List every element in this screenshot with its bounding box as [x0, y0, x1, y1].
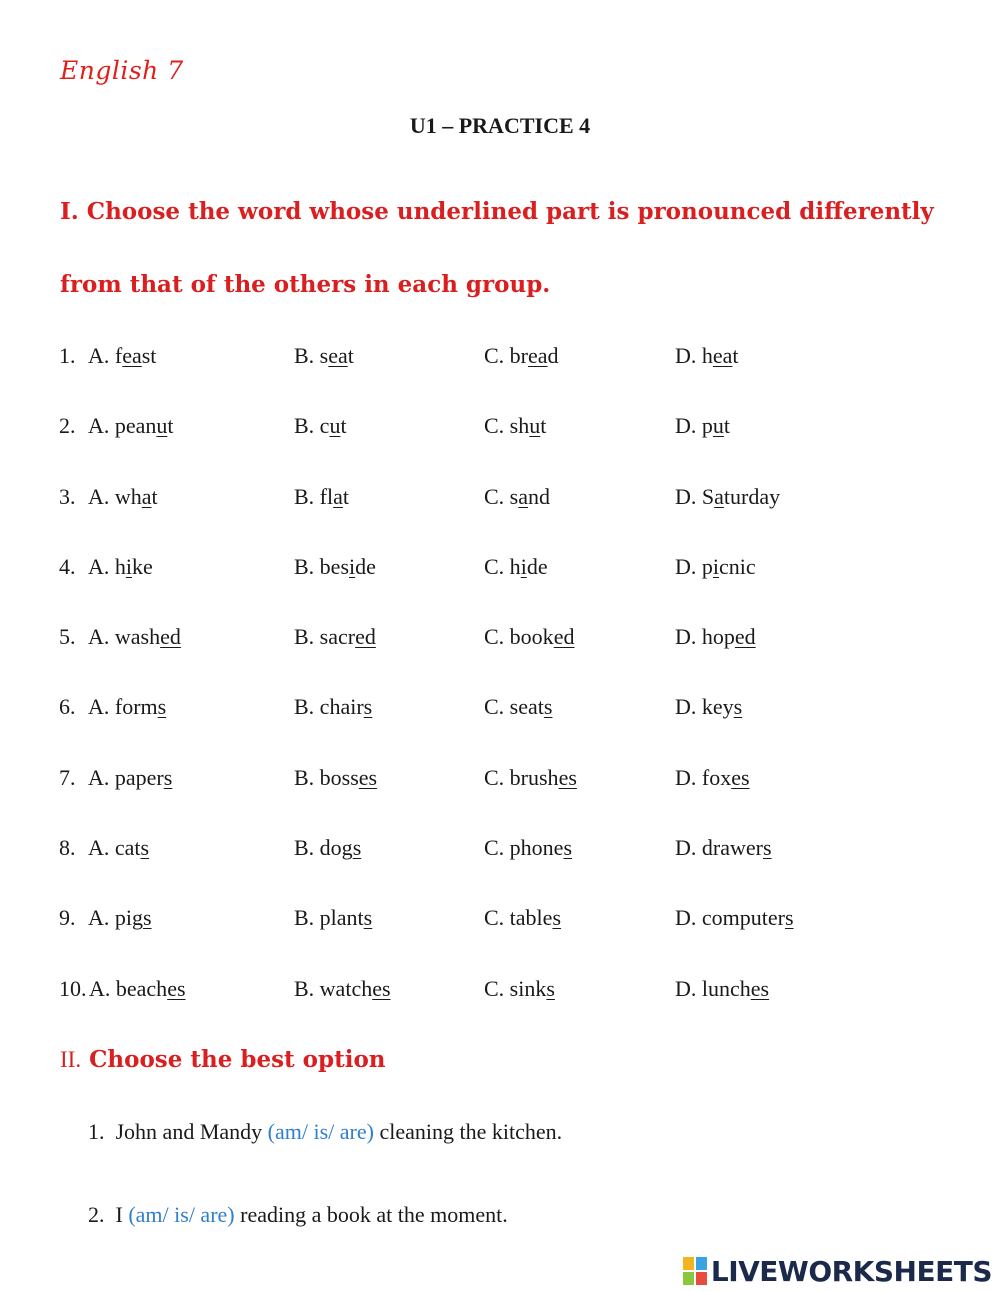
option-text: A. pean — [88, 413, 157, 438]
question-text: cleaning the kitchen. — [373, 1119, 563, 1144]
option-text: t — [151, 484, 158, 509]
answer-option[interactable] — [675, 624, 756, 650]
question-row — [0, 343, 1000, 373]
option-text: C. phone — [484, 835, 564, 860]
answer-option[interactable] — [675, 413, 730, 439]
logo-square — [683, 1272, 694, 1285]
question-number: 3. — [59, 484, 76, 509]
option-text: t — [732, 343, 739, 368]
option-text: D. key — [675, 694, 734, 719]
question-number: 8. — [59, 835, 76, 860]
underlined-part: i — [125, 554, 133, 579]
option-text: B. plant — [294, 905, 364, 930]
option-text: B. sacr — [294, 624, 356, 649]
answer-option[interactable] — [88, 624, 181, 650]
option-text: t — [340, 413, 347, 438]
underlined-part: s — [762, 835, 772, 860]
answer-option[interactable] — [675, 484, 780, 510]
underlined-part: s — [552, 905, 561, 930]
underlined-part: s — [352, 835, 362, 860]
answer-option[interactable] — [484, 413, 546, 439]
option-text: C. table — [484, 905, 553, 930]
section-2-number: II. — [60, 1047, 82, 1072]
answer-option[interactable] — [294, 694, 372, 720]
answer-option[interactable] — [484, 835, 572, 861]
option-text: D. p — [675, 554, 713, 579]
option-text: A. pig — [88, 905, 143, 930]
answer-option[interactable] — [675, 765, 750, 791]
answer-option[interactable] — [294, 413, 347, 439]
answer-option[interactable] — [675, 905, 794, 931]
answer-option[interactable] — [294, 554, 376, 580]
option-text: D. drawer — [675, 835, 763, 860]
choice-options[interactable]: (am/ is/ are) — [267, 1119, 374, 1144]
answer-option[interactable] — [484, 484, 550, 510]
underlined-part: es — [167, 976, 186, 1001]
option-text: C. br — [484, 343, 528, 368]
question-text: reading a book at the moment. — [234, 1202, 508, 1227]
underlined-part: s — [363, 694, 373, 719]
logo-square — [683, 1257, 694, 1270]
underlined-part: i — [349, 554, 356, 579]
answer-option[interactable] — [88, 413, 174, 439]
option-text: de — [526, 554, 548, 579]
option-text: ke — [132, 554, 153, 579]
answer-option[interactable] — [88, 694, 166, 720]
question-number: 2. — [88, 1202, 105, 1227]
question-number: 1. — [88, 1119, 105, 1144]
question-row — [0, 694, 1000, 724]
underlined-part: es — [358, 765, 378, 790]
question-row — [0, 624, 1000, 654]
underlined-part: s — [363, 905, 373, 930]
answer-option[interactable] — [88, 905, 152, 931]
option-text: A. f — [88, 343, 123, 368]
answer-option[interactable] — [294, 835, 361, 861]
underlined-part: s — [140, 835, 150, 860]
question-number: 6. — [59, 694, 76, 719]
question-number: 2. — [59, 413, 76, 438]
underlined-part: es — [750, 976, 770, 1001]
option-text: D. hop — [675, 624, 735, 649]
section-1-heading-line-2: from that of the others in each group. — [60, 271, 551, 298]
underlined-part: i — [520, 554, 527, 579]
option-text: nd — [528, 484, 551, 509]
option-text: B. fl — [294, 484, 334, 509]
answer-option[interactable] — [294, 343, 354, 369]
option-text: cnic — [719, 554, 756, 579]
option-text: d — [547, 343, 559, 368]
option-text: C. brush — [484, 765, 559, 790]
option-text: D. S — [675, 484, 715, 509]
option-text: D. lunch — [675, 976, 751, 1001]
answer-option[interactable] — [89, 976, 186, 1002]
option-text: C. h — [484, 554, 521, 579]
question-number: 7. — [59, 765, 76, 790]
option-text: D. h — [675, 343, 713, 368]
liveworksheets-logo — [683, 1255, 992, 1287]
underlined-part: u — [712, 413, 724, 438]
option-text: B. s — [294, 343, 329, 368]
answer-option[interactable] — [484, 694, 552, 720]
underlined-part: u — [529, 413, 541, 438]
question-text: John and Mandy — [115, 1119, 268, 1144]
option-text: A. cat — [88, 835, 141, 860]
answer-option[interactable] — [294, 624, 376, 650]
option-text: B. chair — [294, 694, 364, 719]
underlined-part: ea — [328, 343, 348, 368]
underlined-part: ed — [355, 624, 376, 649]
option-text: A. paper — [88, 765, 164, 790]
option-text: t — [342, 484, 350, 509]
question-number: 10. — [59, 976, 87, 1001]
liveworksheets-logo-icon — [683, 1257, 707, 1285]
underlined-part: s — [546, 976, 555, 1001]
answer-option[interactable] — [88, 343, 156, 369]
option-text: turday — [723, 484, 781, 509]
option-text: D. fox — [675, 765, 732, 790]
answer-option[interactable] — [484, 624, 574, 650]
option-text: D. computer — [675, 905, 785, 930]
option-text: st — [141, 343, 157, 368]
underlined-part: ea — [712, 343, 733, 368]
answer-option[interactable] — [294, 484, 349, 510]
best-option-question — [88, 1119, 562, 1145]
logo-square — [696, 1272, 707, 1285]
underlined-part: es — [372, 976, 391, 1001]
underlined-part: s — [143, 905, 152, 930]
section-2-heading — [60, 1046, 386, 1073]
answer-option[interactable] — [294, 905, 372, 931]
option-text: t — [723, 413, 731, 438]
underlined-part: u — [329, 413, 341, 438]
worksheet-title: U1 – PRACTICE 4 — [409, 113, 591, 138]
underlined-part: a — [518, 484, 529, 509]
question-number: 4. — [59, 554, 76, 579]
option-text: A. wash — [88, 624, 161, 649]
option-text: A. wh — [88, 484, 142, 509]
option-text: t — [167, 413, 174, 438]
option-text: C. sink — [484, 976, 547, 1001]
underlined-part: ed — [160, 624, 181, 649]
question-row — [0, 765, 1000, 795]
question-row — [0, 905, 1000, 935]
underlined-part: ed — [553, 624, 575, 649]
answer-option[interactable] — [675, 694, 742, 720]
question-row — [0, 835, 1000, 865]
answer-option[interactable] — [675, 554, 756, 580]
underlined-part: a — [333, 484, 343, 509]
question-number: 9. — [59, 905, 76, 930]
answer-option[interactable] — [675, 835, 772, 861]
option-text: A. beach — [89, 976, 168, 1001]
answer-option[interactable] — [88, 484, 158, 510]
underlined-part: es — [731, 765, 750, 790]
question-number: 1. — [59, 343, 76, 368]
answer-option[interactable] — [484, 905, 561, 931]
option-text: A. h — [88, 554, 126, 579]
question-row — [0, 976, 1000, 1006]
underlined-part: u — [156, 413, 168, 438]
question-row — [0, 413, 1000, 443]
course-label: English 7 — [60, 56, 184, 85]
option-text: C. book — [484, 624, 554, 649]
underlined-part: es — [558, 765, 577, 790]
option-text: B. boss — [294, 765, 359, 790]
section-1-heading-line-1: I. Choose the word whose underlined part is pronounced differently — [60, 198, 934, 225]
answer-option[interactable] — [88, 765, 172, 791]
option-text: t — [540, 413, 547, 438]
underlined-part: s — [784, 905, 794, 930]
underlined-part: a — [714, 484, 724, 509]
question-row — [0, 554, 1000, 584]
question-number: 5. — [59, 624, 76, 649]
underlined-part: s — [157, 694, 167, 719]
answer-option[interactable] — [484, 554, 548, 580]
best-option-question — [88, 1202, 508, 1228]
answer-option[interactable] — [484, 976, 555, 1002]
answer-option[interactable] — [675, 343, 739, 369]
underlined-part: i — [712, 554, 720, 579]
option-text: B. bes — [294, 554, 349, 579]
option-text: A. form — [88, 694, 158, 719]
underlined-part: ea — [528, 343, 548, 368]
question-row — [0, 484, 1000, 514]
option-text: B. dog — [294, 835, 353, 860]
liveworksheets-wordmark: LIVEWORKSHEETS — [710, 1254, 992, 1288]
answer-option[interactable] — [294, 976, 391, 1002]
answer-option[interactable] — [88, 554, 153, 580]
underlined-part: ed — [734, 624, 756, 649]
underlined-part: ea — [122, 343, 142, 368]
underlined-part: s — [563, 835, 573, 860]
section-2-title: Choose the best option — [89, 1046, 386, 1073]
answer-option[interactable] — [484, 765, 577, 791]
logo-square — [696, 1257, 707, 1270]
option-text: t — [347, 343, 354, 368]
underlined-part: a — [141, 484, 152, 509]
underlined-part: s — [163, 765, 173, 790]
option-text: C. sh — [484, 413, 530, 438]
option-text: D. p — [675, 413, 713, 438]
underlined-part: s — [733, 694, 743, 719]
option-text: C. seat — [484, 694, 544, 719]
option-text: C. s — [484, 484, 519, 509]
answer-option[interactable] — [88, 835, 149, 861]
answer-option[interactable] — [675, 976, 769, 1002]
option-text: B. watch — [294, 976, 373, 1001]
underlined-part: s — [543, 694, 553, 719]
option-text: B. c — [294, 413, 330, 438]
answer-option[interactable] — [484, 343, 559, 369]
option-text: de — [355, 554, 376, 579]
answer-option[interactable] — [294, 765, 377, 791]
choice-options[interactable]: (am/ is/ are) — [128, 1202, 235, 1227]
question-text: I — [115, 1202, 129, 1227]
